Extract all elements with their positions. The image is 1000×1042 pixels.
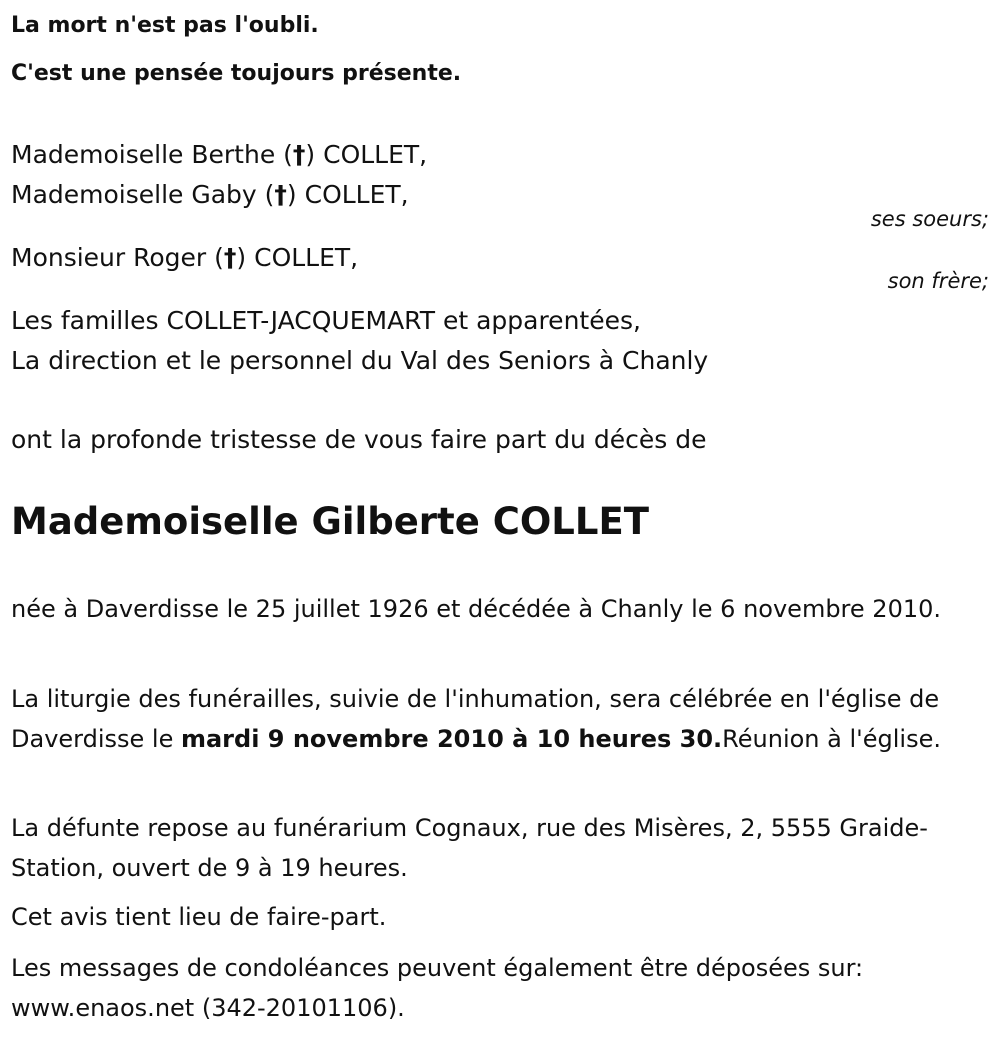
announcement-line: ont la profonde tristesse de vous faire part du décès de: [11, 425, 707, 454]
brother-role: son frère;: [887, 269, 989, 293]
condolences-paragraph: Les messages de condoléances peuvent également être déposées sur: www.enaos.net (342-20101106).: [11, 954, 864, 1022]
cross-icon: †: [223, 243, 237, 272]
direction-line: La direction et le personnel du Val des Seniors à Chanly: [11, 346, 709, 375]
brother-roger-suffix: ) COLLET,: [236, 243, 359, 272]
liturgy-text-before: La liturgie des funérailles, suivie de l'inhumation, sera célébrée en l'église de Daverdisse le: [11, 685, 940, 753]
sister-gaby: [11, 180, 409, 210]
funerarium-paragraph: La défunte repose au funérarium Cognaux, rue des Misères, 2, 5555 Graide-Station, ouvert de 9 à 19 heures.: [11, 814, 928, 882]
epigraph-line-2: C'est une pensée toujours présente.: [11, 61, 462, 86]
liturgy-paragraph: [11, 679, 986, 759]
sister-gaby-prefix: Mademoiselle Gaby (: [11, 180, 275, 209]
epigraph-line-1: La mort n'est pas l'oubli.: [11, 13, 319, 38]
sister-gaby-suffix: ) COLLET,: [286, 180, 409, 209]
sister-berthe-suffix: ) COLLET,: [305, 140, 428, 169]
brother-roger-prefix: Monsieur Roger (: [11, 243, 224, 272]
brother-roger: [11, 243, 358, 273]
cross-icon: †: [274, 180, 287, 209]
liturgy-text-after: Réunion à l'église.: [722, 725, 941, 753]
notice-paragraph: Cet avis tient lieu de faire-part.: [11, 903, 387, 931]
sister-berthe-prefix: Mademoiselle Berthe (: [11, 140, 293, 169]
deceased-name: Mademoiselle Gilberte COLLET: [11, 500, 649, 543]
families-line: Les familles COLLET-JACQUEMART et apparentées,: [11, 306, 641, 335]
sisters-role: ses soeurs;: [870, 207, 989, 231]
sister-berthe: [11, 140, 427, 170]
liturgy-date-time: mardi 9 novembre 2010 à 10 heures 30.: [180, 725, 723, 753]
birth-death-paragraph: née à Daverdisse le 25 juillet 1926 et décédée à Chanly le 6 novembre 2010.: [11, 595, 941, 623]
cross-icon: †: [292, 140, 306, 169]
